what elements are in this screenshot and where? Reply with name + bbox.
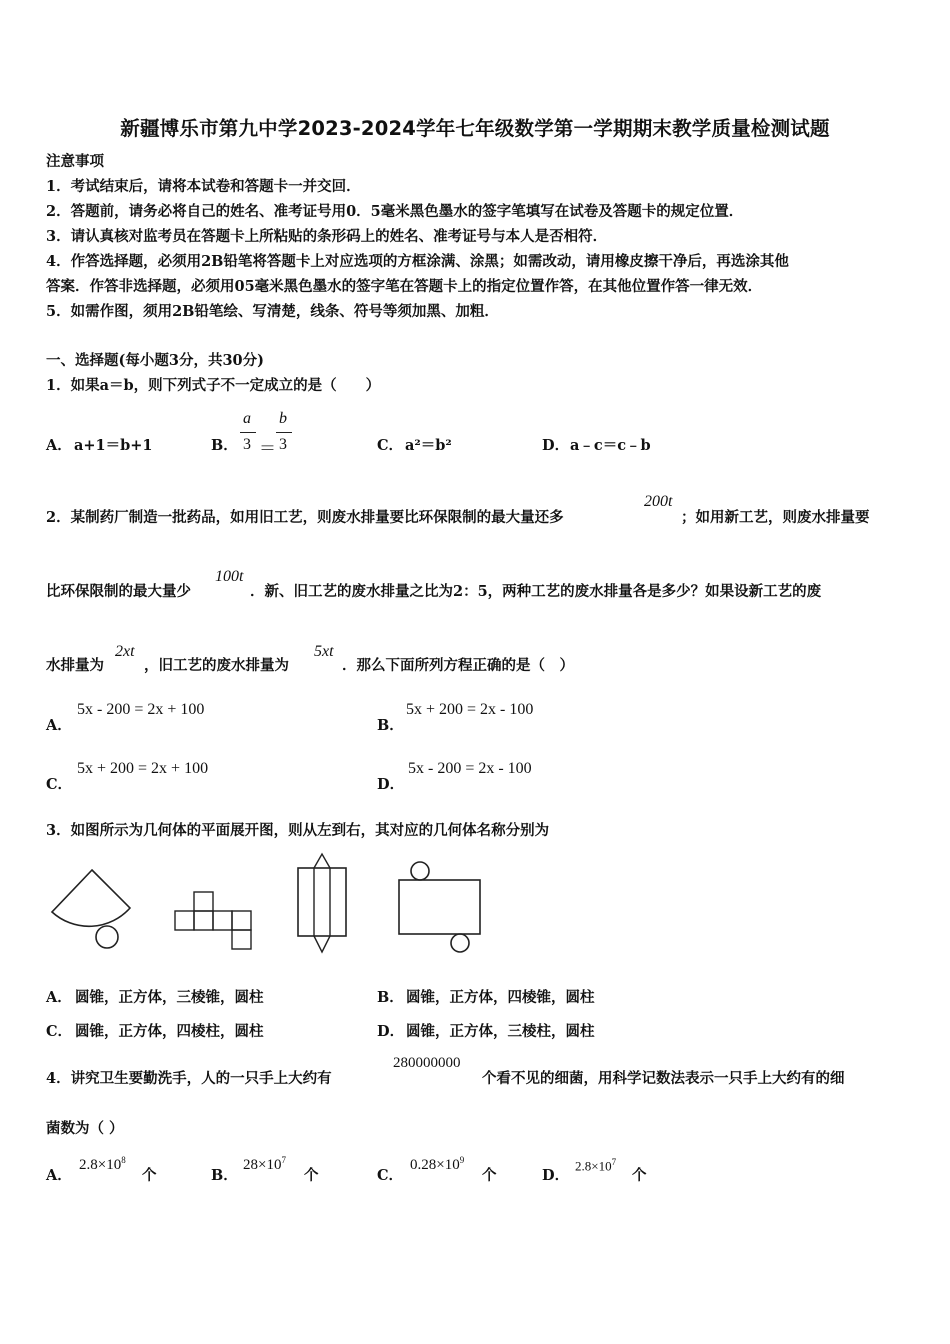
q3-option-a-label: A．: [46, 989, 72, 1006]
q2-option-b-equation: 5x + 200 = 2x - 100: [406, 701, 534, 718]
fraction-bar: [276, 432, 292, 433]
page-title: 新疆博乐市第九中学2023-2024学年七年级数学第一学期期末教学质量检测试题: [120, 117, 830, 140]
q1-option-d: a﹣c＝c﹣b: [570, 437, 651, 454]
q2-line1: 2．某制药厂制造一批药品，如用旧工艺，则废水排量要比环保限制的最大量还多: [46, 509, 564, 526]
q2-math-100t: 100t: [215, 568, 244, 585]
q4-line1: 4．讲究卫生要勤洗手，人的一只手上大约有: [46, 1070, 332, 1087]
q1-b-equals: ＝: [259, 439, 276, 458]
q2-option-c-equation: 5x + 200 = 2x + 100: [77, 760, 209, 777]
q1-b-denominator-2: 3: [279, 436, 287, 453]
q3-option-a: 圆锥，正方体，三棱锥，圆柱: [75, 989, 264, 1006]
q3-stem: 3．如图所示为几何体的平面展开图，则从左到右，其对应的几何体名称分别为: [46, 822, 550, 839]
q1-option-c-label: C．: [377, 437, 404, 454]
notice-item-5: 5．如需作图，须用2B铅笔绘、写清楚，线条、符号等须加黑、加粗．: [46, 303, 499, 320]
q4-option-d-unit: 个: [632, 1167, 647, 1184]
q4-option-b-unit: 个: [304, 1167, 319, 1184]
q1-b-numerator-1: a: [243, 410, 251, 427]
q2-math-5xt: 5xt: [314, 643, 334, 660]
q3-option-c-label: C．: [46, 1023, 73, 1040]
q2-option-d-label: D．: [377, 776, 405, 793]
notice-item-4-cont: 答案．作答非选择题，必须用05毫米黑色墨水的签字笔在答题卡上的指定位置作答，在其他位置作答一律无效．: [46, 278, 763, 295]
q2-math-200t: 200t: [644, 493, 673, 510]
q4-option-b-label: B．: [211, 1167, 238, 1184]
q4-number: 280000000: [393, 1055, 461, 1071]
q3-option-b: 圆锥，正方体，四棱锥，圆柱: [406, 989, 595, 1006]
q2-line2b: ．新、旧工艺的废水排量之比为2：5，两种工艺的废水排量各是多少？如果设新工艺的废: [250, 583, 822, 600]
cube-net-figure: [170, 885, 260, 955]
q4-option-c-label: C．: [377, 1167, 404, 1184]
q1-stem: 1．如果a＝b，则下列式子不一定成立的是（ ）: [46, 377, 381, 394]
q1-b-numerator-2: b: [279, 410, 287, 427]
notice-item-2: 2．答题前，请务必将自己的姓名、准考证号用0．5毫米黑色墨水的签字笔填写在试卷及答题卡的规定位置．: [46, 203, 744, 220]
q1-option-b-label: B．: [211, 437, 238, 454]
q1-b-denominator-1: 3: [243, 436, 251, 453]
q4-option-c-value: $0.28\times 10^9$: [410, 1155, 465, 1173]
q2-option-c-label: C．: [46, 776, 73, 793]
q2-line3: 水排量为: [46, 657, 104, 674]
q4-option-d-label: D．: [542, 1167, 570, 1184]
q1-option-a: a+1＝b+1: [74, 437, 153, 454]
q2-line1b: ；如用新工艺，则废水排量要: [681, 509, 870, 526]
q4-line1b: 个看不见的细菌，用科学记数法表示一只手上大约有的细: [482, 1070, 845, 1087]
q2-option-a-label: A．: [46, 717, 72, 734]
q2-math-2xt: 2xt: [115, 643, 135, 660]
q4-option-a-unit: 个: [142, 1167, 157, 1184]
q1-option-d-label: D．: [542, 437, 570, 454]
notice-item-3: 3．请认真核对监考员在答题卡上所粘贴的条形码上的姓名、准考证号与本人是否相符．: [46, 228, 608, 245]
q3-option-d: 圆锥，正方体，三棱柱，圆柱: [406, 1023, 595, 1040]
q2-option-a-equation: 5x - 200 = 2x + 100: [77, 701, 205, 718]
section-heading: 一、选择题(每小题3分，共30分): [46, 352, 264, 369]
q4-option-b-value: $28\times 10^7$: [243, 1155, 286, 1173]
q2-option-d-equation: 5x - 200 = 2x - 100: [408, 760, 532, 777]
fraction-bar: [240, 432, 256, 433]
q4-option-a-label: A．: [46, 1167, 72, 1184]
q3-option-b-label: B．: [377, 989, 404, 1006]
notice-heading: 注意事项: [46, 153, 104, 170]
q2-option-b-label: B．: [377, 717, 404, 734]
q3-option-c: 圆锥，正方体，四棱柱，圆柱: [75, 1023, 264, 1040]
q2-line2: 比环保限制的最大量少: [46, 583, 191, 600]
q2-line3c: ．那么下面所列方程正确的是（ ）: [342, 657, 574, 674]
q4-option-d-value: $2.8\times 10^7$: [575, 1157, 617, 1174]
q4-option-c-unit: 个: [482, 1167, 497, 1184]
notice-item-4: 4．作答选择题，必须用2B铅笔将答题卡上对应选项的方框涂满、涂黑；如需改动，请用橡皮擦干净后，再选涂其他: [46, 253, 789, 270]
cylinder-net-figure: [392, 858, 487, 958]
q1-option-a-label: A．: [46, 437, 72, 454]
q4-option-a-value: $2.8\times 10^8$: [79, 1155, 126, 1173]
prism-net-figure: [292, 850, 352, 960]
q4-line2: 菌数为（ ）: [46, 1120, 124, 1137]
q3-option-d-label: D．: [377, 1023, 405, 1040]
q1-option-c: a²＝b²: [405, 437, 452, 454]
cone-net-figure: [40, 860, 140, 955]
q2-line3b: ，旧工艺的废水排量为: [144, 657, 289, 674]
notice-item-1: 1．考试结束后，请将本试卷和答题卡一并交回．: [46, 178, 361, 195]
